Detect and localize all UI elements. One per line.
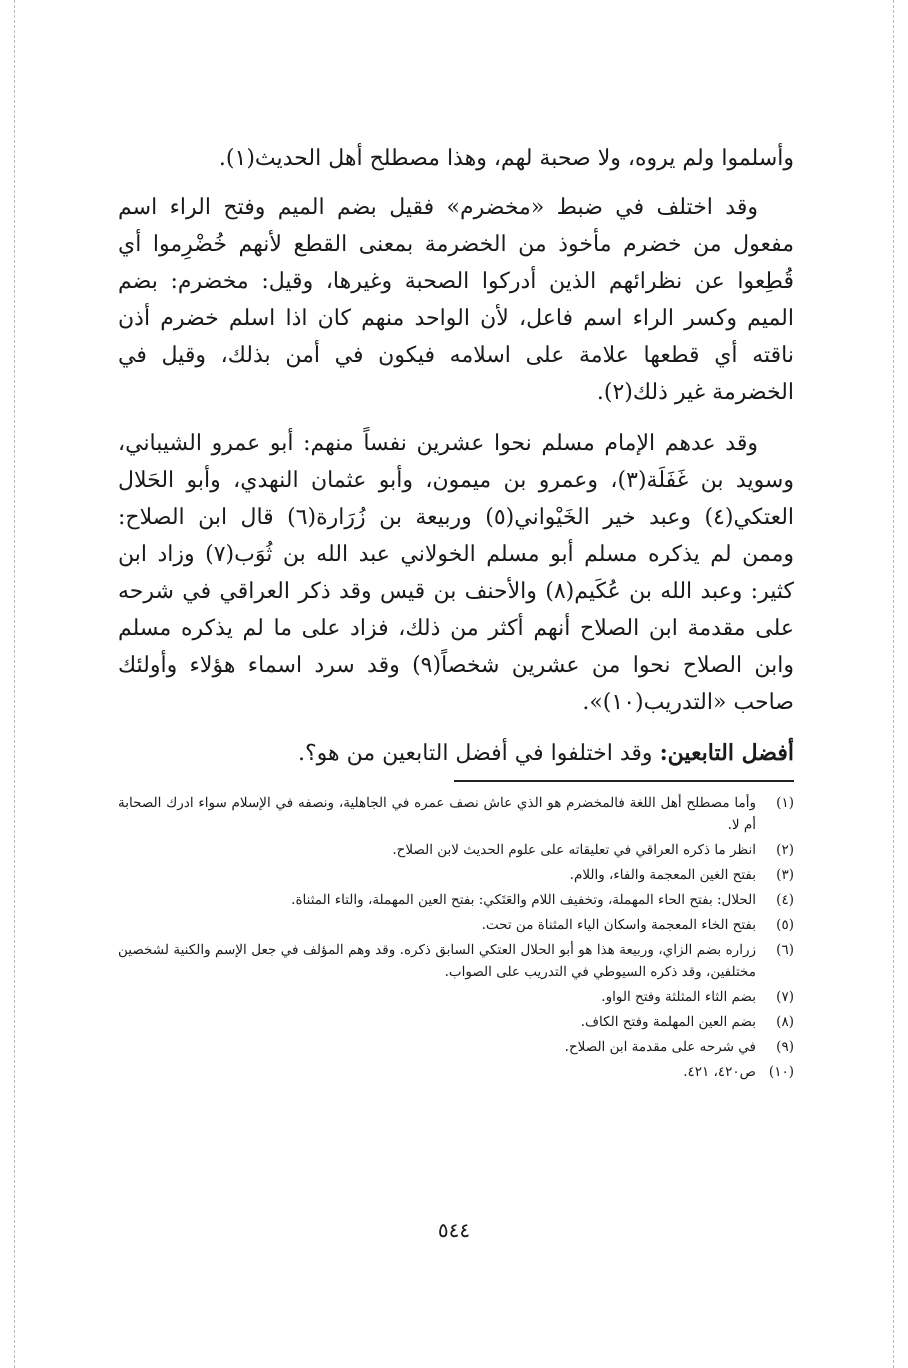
footnote-text: بفتح الغين المعجمة والفاء، واللام. <box>569 867 756 883</box>
footnote-text: انظر ما ذكره العراقي في تعليقاته على علوم الحديث لابن الصلاح. <box>392 842 756 858</box>
footnote-number: (٥) <box>776 917 794 933</box>
body-paragraph-2: وقد اختلف في ضبط «مخضرم» فقيل بضم الميم وفتح الراء اسم مفعول من خضرم مأخوذ من الخضرمة بمعنى القطع لأنهم خُضْرِموا أي قُطِعوا عن نظرائهم الذين أدركوا الصحبة وغيرها، وقيل: مخضرم: بضم الميم وكسر الراء اسم فاعل، لأن الواحد منهم كان اذا اسلم خضرم أذن ناقته أي قطعها علامة على اسلامه فيكون في أمن بذلك، وقيل في الخضرمة غير ذلك(٢). <box>118 195 794 405</box>
footnote-text: بضم العين المهلمة وفتح الكاف. <box>580 1014 756 1030</box>
footnote-number: (٦) <box>776 942 794 958</box>
body-paragraph-1: وأسلموا ولم يروه، ولا صحبة لهم، وهذا مصطلح أهل الحديث(١). <box>218 146 794 171</box>
footnote-number: (٨) <box>776 1014 794 1030</box>
footnote <box>118 1011 794 1033</box>
right-scan-edge <box>893 0 894 1368</box>
footnote-text: في شرحه على مقدمة ابن الصلاح. <box>564 1039 756 1055</box>
body-paragraph-3: وقد عدهم الإمام مسلم نحوا عشرين نفساً منهم: أبو عمرو الشيباني، وسويد بن غَفَلَة(٣)، وعمرو بن ميمون، وأبو عثمان النهدي، وأبو الحَلال العتكي(٤) وعبد خير الخَيْواني(٥) وربيعة بن زُرَارة(٦) قال ابن الصلاح: وممن لم يذكره مسلم أبو مسلم الخولاني عبد الله بن ثُوَب(٧) وزاد ابن كثير: وعبد الله بن عُكَيم(٨) والأحنف بن قيس وقد ذكر العراقي في شرحه على مقدمة ابن الصلاح أنهم أكثر من ذلك، فزاد على ما لم يذكره مسلم وابن الصلاح نحوا من عشرين شخصاً(٩) وقد سرد اسماء هؤلاء وأولئك صاحب «التدريب(١٠)». <box>118 431 795 715</box>
footnote-text: ص٤٢٠، ٤٢١. <box>683 1064 756 1080</box>
footnote-number: (١) <box>776 795 794 811</box>
footnote-number: (٢) <box>776 842 794 858</box>
footnote-text: الحلال: بفتح الحاء المهملة، وتخفيف اللام والعَتَكي: بفتح العين المهملة، والتاء المثناة. <box>291 892 756 908</box>
left-scan-edge <box>14 0 15 1368</box>
section-heading <box>118 735 794 772</box>
footnotes-list <box>118 792 794 1083</box>
footnote-number: (٩) <box>776 1039 794 1055</box>
footnote-number: (٧) <box>776 989 794 1005</box>
footnote-text: وأما مصطلح أهل اللغة فالمخضرم هو الذي عاش نصف عمره في الجاهلية، ونصفه في الإسلام سواء ادرك الصحابة أم لا. <box>118 795 756 833</box>
footnote-divider <box>454 780 794 782</box>
footnote <box>118 839 794 861</box>
footnote <box>118 1036 794 1058</box>
page-number: ٥٤٤ <box>437 1218 471 1242</box>
footnote <box>118 939 794 983</box>
footnote <box>118 864 794 886</box>
section-heading-text: وقد اختلفوا في أفضل التابعين من هو؟. <box>298 741 660 766</box>
footnote-number: (١٠) <box>768 1064 794 1080</box>
page-content <box>118 140 794 1086</box>
footnote <box>118 914 794 936</box>
footnote-text: زراره بضم الزاي، وربيعة هذا هو أبو الحلال العتكي السابق ذكره. وقد وهم المؤلف في جعل الإسم والكنية لشخصين مختلفين، وقد ذكره السيوطي في التدريب على الصواب. <box>118 942 756 980</box>
footnote-number: (٤) <box>776 892 794 908</box>
footnote-number: (٣) <box>776 867 794 883</box>
footnote <box>118 792 794 836</box>
footnote <box>118 986 794 1008</box>
footnote-text: بفتح الخاء المعجمة واسكان الياء المثناة من تحت. <box>481 917 756 933</box>
footnote <box>118 1061 794 1083</box>
footnote <box>118 889 794 911</box>
section-heading-title: أفضل التابعين: <box>659 740 794 766</box>
footnote-text: بضم الثاء المثلثة وفتح الواو. <box>601 989 756 1005</box>
